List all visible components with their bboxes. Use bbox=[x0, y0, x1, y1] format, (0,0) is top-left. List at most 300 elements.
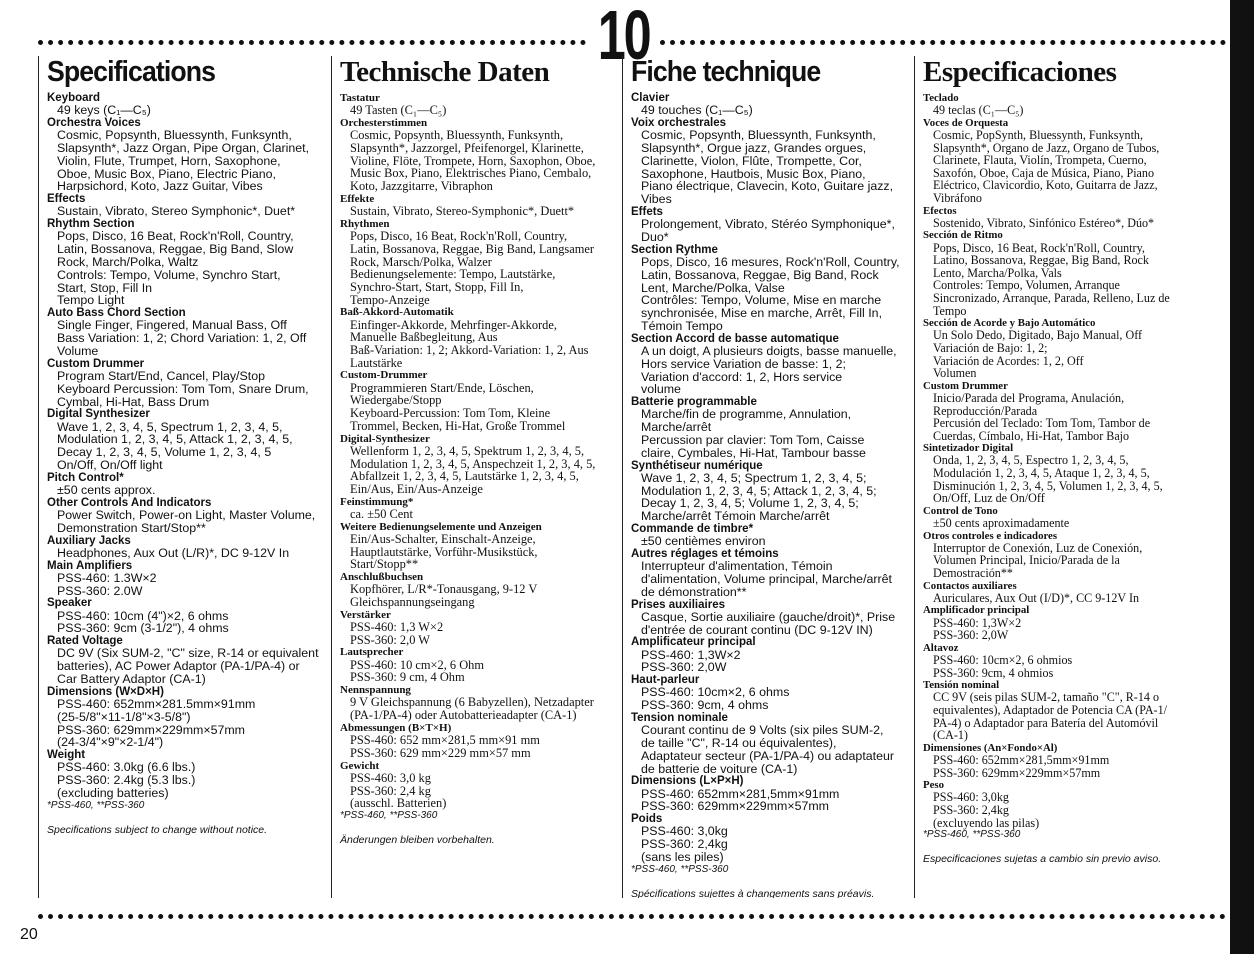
spec-line: 49 teclas (C₁—C₅) bbox=[933, 103, 1024, 118]
spec-line: Car Battery Adaptor (CA-1) bbox=[57, 671, 206, 686]
spec-line: Tempo Light bbox=[57, 293, 125, 308]
spec-section bbox=[631, 523, 912, 548]
spec-section bbox=[631, 548, 912, 599]
spec-line: Manuelle Baßbegleitung, Aus bbox=[350, 330, 498, 345]
spec-section bbox=[47, 497, 326, 535]
spec-list bbox=[340, 92, 621, 810]
spec-section bbox=[631, 674, 912, 712]
spec-section bbox=[631, 636, 912, 674]
spec-section bbox=[47, 749, 326, 800]
spec-section bbox=[923, 642, 1214, 679]
spec-line: Courant continu de 9 Volts (six piles SUM-2, bbox=[641, 723, 884, 738]
spec-line: Synchro-Start, Start, Stopp, Fill In, bbox=[350, 279, 524, 294]
spec-line: Oboe, Music Box, Piano, Electric Piano, bbox=[57, 166, 277, 181]
spec-line: Cuerdas, Címbalo, Hi-Hat, Tambor Bajo bbox=[933, 428, 1130, 443]
spec-section bbox=[631, 244, 912, 333]
spec-heading: Commande de timbre* bbox=[631, 522, 754, 535]
spec-line: PSS-460: 1,3W×2 bbox=[933, 615, 1022, 630]
spec-line: PSS-460: 10cm (4")×2, 6 ohms bbox=[57, 608, 229, 623]
spec-line: Abfallzeit 1, 2, 3, 4, 5, Lautstärke 1, 2, 3, 4, 5, bbox=[350, 469, 579, 484]
spec-heading: Control de Tono bbox=[923, 504, 998, 517]
spec-section bbox=[923, 92, 1214, 117]
spec-line: Bedienungselemente: Tempo, Lautstärke, bbox=[350, 267, 556, 282]
spec-heading: Teclado bbox=[923, 92, 959, 104]
spec-line: Modulation 1, 2, 3, 4, 5, Attack 1, 2, 3, 4, 5, bbox=[57, 432, 293, 447]
spec-line: Lautstärke bbox=[350, 355, 403, 370]
spec-line: Prolongement, Vibrato, Stéréo Symphonique*, bbox=[641, 217, 895, 232]
spec-line: PSS-460: 1,3 W×2 bbox=[350, 620, 444, 635]
spec-heading: Digital-Synthesizer bbox=[340, 432, 430, 445]
spec-line: de démonstration** bbox=[641, 584, 747, 599]
spec-heading: Anschlußbuchsen bbox=[340, 571, 424, 584]
column-spanish bbox=[914, 56, 1214, 898]
spec-line: Keyboard-Percussion: Tom Tom, Kleine bbox=[350, 406, 551, 421]
spec-line: Trommel, Becken, Hi-Hat, Große Trommel bbox=[350, 418, 566, 433]
spec-line: Modulación 1, 2, 3, 4, 5, Ataque 1, 2, 3, 4, 5, bbox=[933, 466, 1150, 481]
spec-line: batteries), AC Power Adaptor (PA-1/PA-4) or bbox=[57, 659, 300, 674]
spec-line: Hors service Variation de basse: 1, 2; bbox=[641, 356, 847, 371]
spec-line: Controls: Tempo, Volume, Synchro Start, bbox=[57, 267, 281, 282]
spec-section bbox=[923, 380, 1214, 443]
spec-line: PSS-360: 2.4kg (5.3 lbs.) bbox=[57, 773, 196, 788]
spec-line: PSS-460: 652mm×281,5mm×91mm bbox=[641, 786, 840, 801]
spec-heading: Weight bbox=[47, 749, 86, 762]
spec-line: PSS-460: 10 cm×2, 6 Ohm bbox=[350, 657, 485, 672]
column-german bbox=[331, 56, 621, 898]
spec-line: Sostenido, Vibrato, Sinfónico Estéreo*, Dúo* bbox=[933, 215, 1155, 230]
spec-line: Marche/fin de programme, Annulation, bbox=[641, 407, 852, 422]
spec-line: Ein/Aus, Ein/Aus-Anzeige bbox=[350, 481, 483, 496]
spec-line: Pops, Disco, 16 Beat, Rock'n'Roll, Country, bbox=[933, 240, 1145, 255]
spec-section bbox=[923, 530, 1214, 580]
spec-line: Harpsichord, Koto, Jazz Guitar, Vibes bbox=[57, 179, 263, 194]
spec-section bbox=[631, 813, 912, 864]
spec-section bbox=[923, 505, 1214, 530]
spec-heading: Contactos auxiliares bbox=[923, 579, 1017, 592]
spec-line: Variación de Bajo: 1, 2; bbox=[933, 340, 1048, 355]
spec-line: Single Finger, Fingered, Manual Bass, Off bbox=[57, 318, 287, 333]
change-notice: Änderungen bleiben vorbehalten. bbox=[340, 833, 495, 846]
spec-line: PSS-460: 652mm×281.5mm×91mm bbox=[57, 696, 256, 711]
model-footnote: *PSS-460, **PSS-360 bbox=[340, 809, 438, 821]
spec-line: PSS-360: 629mm×229mm×57mm bbox=[933, 765, 1101, 780]
spec-heading: Pitch Control* bbox=[47, 471, 124, 484]
spec-line: Variación de Acordes: 1, 2, Off bbox=[933, 353, 1084, 368]
model-footnote: *PSS-460, **PSS-360 bbox=[923, 829, 1021, 841]
change-notice: Specifications subject to change without notice. bbox=[47, 823, 268, 836]
spec-line: Interruptor de Conexión, Luz de Conexión, bbox=[933, 540, 1143, 555]
spec-line: PSS-460: 652 mm×281,5 mm×91 mm bbox=[350, 733, 540, 748]
spec-line: Cosmic, Popsynth, Bluessynth, Funksynth, bbox=[57, 128, 292, 143]
spec-line: Controles: Tempo, Volumen, Arranque bbox=[933, 278, 1120, 293]
spec-line: Slapsynth*, Jazzorgel, Pfeifenorgel, Klarinette, bbox=[350, 141, 584, 155]
spec-line: Pops, Disco, 16 Beat, Rock'n'Roll, Country, bbox=[57, 229, 294, 244]
spec-line: Wellenform 1, 2, 3, 4, 5, Spektrum 1, 2, 3, 4, 5, bbox=[350, 443, 585, 458]
spec-heading: Rhythm Section bbox=[47, 218, 135, 231]
spec-line: Keyboard Percussion: Tom Tom, Snare Drum, bbox=[57, 381, 309, 396]
spec-heading: Main Amplifiers bbox=[47, 559, 133, 572]
spec-line: Modulation 1, 2, 3, 4, 5, Anspechzeit 1, 2, 3, 4, 5, bbox=[350, 456, 596, 471]
spec-line: PSS-360: 9cm (3-1/2"), 4 ohms bbox=[57, 621, 229, 636]
spec-heading: Peso bbox=[923, 779, 944, 792]
spec-line: PSS-460: 652mm×281,5mm×91mm bbox=[933, 753, 1110, 767]
spec-heading: Custom Drummer bbox=[47, 357, 145, 370]
page-number: 20 bbox=[20, 926, 38, 943]
spec-section bbox=[923, 442, 1214, 505]
spec-line: Lent, Marche/Polka, Valse bbox=[641, 280, 785, 295]
spec-heading: Section Rythme bbox=[631, 243, 718, 256]
spec-line: Programmieren Start/Ende, Löschen, bbox=[350, 380, 534, 395]
spec-line: Saxophone, Hautbois, Music Box, Piano, bbox=[641, 166, 866, 181]
spec-line: Reproducción/Parada bbox=[933, 403, 1038, 418]
spec-line: PSS-460: 1.3W×2 bbox=[57, 570, 157, 585]
spec-section bbox=[47, 193, 326, 218]
spec-line: ca. ±50 Cent bbox=[350, 506, 413, 521]
spec-line: Sustain, Vibrato, Stereo-Symphonic*, Duett* bbox=[350, 204, 575, 219]
spec-line: PSS-460: 10cm×2, 6 ohms bbox=[641, 685, 790, 700]
spec-line: Clarinette, Violon, Flûte, Trompette, Cor, bbox=[641, 153, 862, 168]
spec-section bbox=[340, 760, 621, 810]
spec-heading: Custom-Drummer bbox=[340, 369, 428, 382]
spec-line: PSS-360: 2,0 W bbox=[350, 632, 430, 647]
spec-section bbox=[47, 408, 326, 471]
spec-list bbox=[923, 92, 1214, 829]
spec-line: Vibes bbox=[641, 192, 672, 207]
spec-section bbox=[340, 193, 621, 218]
spec-line: Tempo bbox=[933, 303, 967, 318]
spec-line: Adaptateur secteur (PA-1/PA-4) ou adaptateur bbox=[641, 748, 895, 763]
spec-line: (sans les piles) bbox=[641, 849, 724, 864]
spec-section bbox=[631, 599, 912, 637]
spec-line: Music Box, Piano, Elektrisches Piano, Cembalo, bbox=[350, 166, 592, 181]
spec-line: Tempo-Anzeige bbox=[350, 292, 430, 307]
spec-line: Slapsynth*, Orgue jazz, Grandes orgues, bbox=[641, 141, 867, 155]
spec-section bbox=[47, 117, 326, 193]
spec-section bbox=[340, 433, 621, 496]
spec-line: Percussion par clavier: Tom Tom, Caisse bbox=[641, 432, 865, 447]
spec-line: claire, Cymbales, Hi-Hat, Tambour basse bbox=[641, 445, 866, 460]
spec-heading: Batterie programmable bbox=[631, 396, 757, 409]
spec-line: Latin, Bossanova, Reggae, Big Band, Langsamer bbox=[350, 241, 594, 256]
spec-line: Violine, Flöte, Trompete, Horn, Saxophon, Oboe, bbox=[350, 153, 596, 168]
spec-line: PSS-360: 2,4kg bbox=[933, 802, 1009, 817]
spec-section bbox=[47, 535, 326, 560]
spec-line: PSS-460: 3.0kg (6.6 lbs.) bbox=[57, 760, 196, 775]
spec-line: d'entrée de courant continu (DC 9-12V IN) bbox=[641, 622, 873, 637]
spec-line: (excluding batteries) bbox=[57, 785, 169, 800]
spec-section bbox=[340, 306, 621, 369]
spec-line: Contrôles: Tempo, Volume, Mise en marche bbox=[641, 293, 882, 308]
spec-section bbox=[923, 580, 1214, 605]
spec-section bbox=[923, 117, 1214, 205]
spec-section bbox=[47, 218, 326, 307]
spec-line: equivalentes), Adaptador de Potencia CA (PA-1/ bbox=[933, 703, 1167, 718]
spec-line: PSS-460: 3,0 kg bbox=[350, 770, 431, 785]
spec-heading: Other Controls And Indicators bbox=[47, 496, 212, 509]
spec-line: Interrupteur d'alimentation, Témoin bbox=[641, 559, 833, 574]
spec-heading: Baß-Akkord-Automatik bbox=[340, 306, 454, 319]
spec-line: Rock, March/Polka, Waltz bbox=[57, 254, 199, 269]
spec-heading: Dimensions (L×P×H) bbox=[631, 775, 744, 788]
spec-line: ±50 centièmes environ bbox=[641, 534, 766, 549]
spec-line: Sincronizado, Arranque, Parada, Relleno, Luz de bbox=[933, 290, 1170, 305]
spec-line: Volumen Principal, Inicio/Parada de la bbox=[933, 553, 1120, 568]
column-title: Especificaciones bbox=[923, 56, 1117, 88]
spec-line: PA-4) o Adaptador para Batería del Automóvil bbox=[933, 715, 1159, 730]
spec-heading: Haut-parleur bbox=[631, 674, 700, 687]
spec-line: d'alimentation, Volume principal, Marche/arrêt bbox=[641, 571, 892, 586]
spec-line: ±50 cents aproximadamente bbox=[933, 516, 1070, 531]
spec-heading: Effects bbox=[47, 193, 86, 206]
change-notice: Especificaciones sujetas a cambio sin previo aviso. bbox=[923, 853, 1162, 866]
spec-line: Pops, Disco, 16 mesures, Rock'n'Roll, Country, bbox=[641, 254, 900, 269]
spec-line: Piano électrique, Clavecin, Koto, Guitare jazz, bbox=[641, 179, 894, 194]
model-footnote: *PSS-460, **PSS-360 bbox=[47, 799, 145, 811]
spec-line: A un doigt, A plusieurs doigts, basse manuelle, bbox=[641, 343, 897, 358]
spec-heading: Amplificador principal bbox=[923, 604, 1030, 617]
spec-line: Wave 1, 2, 3, 4, 5; Spectrum 1, 2, 3, 4, 5; bbox=[641, 470, 867, 485]
spec-line: On/Off, On/Off light bbox=[57, 457, 163, 472]
spec-line: Violin, Flute, Trumpet, Horn, Saxophone, bbox=[57, 153, 281, 168]
spec-line: Percusión del Teclado: Tom Tom, Tambor de bbox=[933, 416, 1151, 431]
spec-heading: Digital Synthesizer bbox=[47, 408, 150, 421]
spec-line: Clarinete, Flauta, Violín, Trompeta, Cuerno, bbox=[933, 153, 1147, 168]
page-edge-bar bbox=[1230, 0, 1254, 954]
spec-section bbox=[47, 472, 326, 497]
spec-section bbox=[923, 205, 1214, 230]
spec-section bbox=[631, 117, 912, 206]
spec-line: Headphones, Aux Out (L/R)*, DC 9-12V In bbox=[57, 545, 290, 560]
spec-heading: Autres réglages et témoins bbox=[631, 547, 779, 560]
spec-heading: Abmessungen (B×T×H) bbox=[340, 721, 452, 734]
spec-line: PSS-460: 3,0kg bbox=[933, 790, 1009, 805]
spec-heading: Sintetizador Digital bbox=[923, 442, 1014, 455]
column-title: Specifications bbox=[47, 56, 216, 88]
spec-line: Demonstration Start/Stop** bbox=[57, 520, 206, 535]
spec-line: PSS-460: 3,0kg bbox=[641, 824, 728, 839]
spec-line: ±50 cents approx. bbox=[57, 482, 156, 497]
spec-heading: Orchestra Voices bbox=[47, 117, 141, 129]
spec-line: Cosmic, Popsynth, Bluessynth, Funksynth, bbox=[641, 128, 876, 143]
spec-line: Onda, 1, 2, 3, 4, 5, Espectro 1, 2, 3, 4, 5, bbox=[933, 453, 1129, 468]
spec-heading: Nennspannung bbox=[340, 684, 411, 697]
spec-line: Duo* bbox=[641, 229, 669, 244]
spec-heading: Section Accord de basse automatique bbox=[631, 332, 839, 345]
spec-heading: Synthétiseur numérique bbox=[631, 459, 763, 472]
spec-line: (PA-1/PA-4) oder Autobatterieadapter (CA-1) bbox=[350, 708, 577, 723]
spec-heading: Verstärker bbox=[340, 608, 391, 621]
column-french bbox=[622, 56, 912, 898]
spec-heading: Tension nominale bbox=[631, 711, 728, 724]
spec-heading: Tastatur bbox=[340, 92, 380, 104]
spec-section bbox=[923, 742, 1214, 779]
spec-section bbox=[47, 92, 326, 117]
spec-line: Slapsynth*, Organo de Jazz, Organo de Tubos, bbox=[933, 140, 1160, 155]
spec-heading: Auto Bass Chord Section bbox=[47, 307, 186, 320]
spec-section bbox=[631, 460, 912, 523]
spec-section bbox=[47, 307, 326, 358]
spec-heading: Poids bbox=[631, 813, 663, 826]
spec-line: Bass Variation: 1, 2; Chord Variation: 1, 2, Off bbox=[57, 331, 307, 346]
spec-line: Volume bbox=[57, 343, 99, 358]
spec-section bbox=[47, 560, 326, 598]
spec-line: (ausschl. Batterien) bbox=[350, 796, 447, 811]
spec-section bbox=[47, 597, 326, 635]
spec-section bbox=[47, 686, 326, 749]
spec-line: Decay 1, 2, 3, 4, 5, Volume 1, 2, 3, 4, 5 bbox=[57, 445, 272, 460]
spec-section bbox=[340, 609, 621, 647]
column-title: Technische Daten bbox=[340, 56, 550, 88]
spec-line: Demostración** bbox=[933, 566, 1013, 581]
spec-section bbox=[631, 712, 912, 775]
spec-line: synchronisée, Mise en marche, Arrêt, Fill In, bbox=[641, 306, 883, 321]
spec-heading: Dimensions (W×D×H) bbox=[47, 685, 164, 698]
spec-heading: Efectos bbox=[923, 204, 957, 217]
spec-heading: Rated Voltage bbox=[47, 635, 123, 648]
spec-line: Marche/arrêt bbox=[641, 420, 712, 435]
spec-heading: Speaker bbox=[47, 597, 92, 610]
spec-heading: Orchesterstimmen bbox=[340, 117, 428, 129]
column-title: Fiche technique bbox=[631, 56, 821, 88]
spec-line: PSS-360: 9cm, 4 ohms bbox=[641, 698, 769, 713]
spec-line: Un Solo Dedo, Digitado, Bajo Manual, Off bbox=[933, 328, 1143, 343]
model-footnote: *PSS-460, **PSS-360 bbox=[631, 863, 729, 875]
spec-line: Hauptlautstärke, Vorführ-Musikstück, bbox=[350, 544, 538, 559]
spec-line: Cosmic, Popsynth, Bluessynth, Funksynth, bbox=[350, 128, 564, 143]
bottom-dotted-rule bbox=[38, 914, 1226, 919]
spec-section bbox=[340, 496, 621, 521]
top-dotted-rule-right bbox=[660, 40, 1226, 45]
spec-line: DC 9V (Six SUM-2, "C" size, R-14 or equivalent bbox=[57, 646, 319, 661]
spec-heading: Feinstimmung* bbox=[340, 495, 414, 508]
spec-line: (CA-1) bbox=[933, 728, 968, 743]
spec-line: (24-3/4"×9"×2-1/4") bbox=[57, 735, 164, 750]
spec-line: Cymbal, Hi-Hat, Bass Drum bbox=[57, 394, 210, 409]
spec-line: Latin, Bossanova, Reggae, Big Band, Slow bbox=[57, 242, 294, 257]
spec-line: Auriculares, Aux Out (I/D)*, CC 9-12V In bbox=[933, 590, 1140, 605]
spec-list bbox=[631, 92, 912, 864]
spec-heading: Amplificateur principal bbox=[631, 636, 756, 649]
spec-line: de batterie de voiture (CA-1) bbox=[641, 761, 798, 776]
spec-line: Start/Stopp** bbox=[350, 557, 419, 572]
spec-heading: Gewicht bbox=[340, 759, 380, 772]
spec-line: Disminución 1, 2, 3, 4, 5, Volumen 1, 2, 3, 4, 5, bbox=[933, 478, 1163, 493]
spec-line: Einfinger-Akkorde, Mehrfinger-Akkorde, bbox=[350, 317, 557, 332]
spec-section bbox=[340, 369, 621, 432]
spec-heading: Tensión nominal bbox=[923, 679, 1000, 692]
spec-heading: Otros controles e indicadores bbox=[923, 529, 1058, 542]
spec-line: 49 keys (C₁—C₅) bbox=[57, 103, 151, 118]
spec-section bbox=[47, 358, 326, 409]
spec-line: Pops, Disco, 16 Beat, Rock'n'Roll, Country, bbox=[350, 229, 568, 244]
spec-line: volume bbox=[641, 382, 681, 397]
spec-heading: Dimensiones (An×Fondo×Al) bbox=[923, 741, 1058, 754]
spec-line: PSS-360: 2.0W bbox=[57, 583, 143, 598]
spec-section bbox=[631, 92, 912, 117]
spec-section bbox=[340, 521, 621, 571]
spec-heading: Custom Drummer bbox=[923, 379, 1008, 392]
spec-line: PSS-360: 9cm, 4 ohmios bbox=[933, 665, 1054, 680]
spec-section bbox=[923, 229, 1214, 317]
spec-line: Wiedergabe/Stopp bbox=[350, 393, 442, 408]
spec-heading: Auxiliary Jacks bbox=[47, 534, 131, 547]
spec-line: 49 Tasten (C₁—C₅) bbox=[350, 103, 447, 118]
spec-heading: Voces de Orquesta bbox=[923, 116, 1009, 129]
spec-line: PSS-360: 2,4 kg bbox=[350, 783, 431, 798]
spec-heading: Rhythmen bbox=[340, 217, 390, 230]
spec-line: Baß-Variation: 1, 2; Akkord-Variation: 1, 2, Aus bbox=[350, 343, 589, 358]
spec-list bbox=[47, 92, 326, 800]
spec-line: PSS-360: 9 cm, 4 Ohm bbox=[350, 670, 465, 685]
spec-line: PSS-460: 1,3W×2 bbox=[641, 647, 741, 662]
spec-section bbox=[631, 775, 912, 813]
spec-heading: Keyboard bbox=[47, 92, 101, 104]
spec-line: (excluyendo las pilas) bbox=[933, 815, 1040, 830]
spec-line: Cosmic, PopSynth, Bluessynth, Funksynth, bbox=[933, 128, 1143, 142]
spec-heading: Weitere Bedienungselemente und Anzeigen bbox=[340, 520, 542, 533]
spec-heading: Voix orchestrales bbox=[631, 117, 727, 129]
spec-section bbox=[340, 117, 621, 193]
spec-line: PSS-460: 10cm×2, 6 ohmios bbox=[933, 653, 1073, 668]
spec-section bbox=[631, 206, 912, 244]
spec-line: Variation d'accord: 1, 2, Hors service bbox=[641, 369, 843, 384]
spec-line: de taille "C", R-14 ou équivalentes), bbox=[641, 735, 837, 750]
spec-line: Slapsynth*, Jazz Organ, Pipe Organ, Clarinet, bbox=[57, 141, 310, 155]
spec-section bbox=[340, 684, 621, 722]
spec-heading: Altavoz bbox=[923, 641, 959, 654]
spec-line: Casque, Sortie auxiliaire (gauche/droit)*, Prise bbox=[641, 609, 896, 624]
spec-line: 49 touches (C₁—C₅) bbox=[641, 103, 753, 118]
spec-line: 9 V Gleichspannung (6 Babyzellen), Netzadapter bbox=[350, 695, 594, 710]
spec-line: Wave 1, 2, 3, 4, 5, Spectrum 1, 2, 3, 4, 5, bbox=[57, 419, 283, 434]
spec-line: PSS-360: 629 mm×229 mm×57 mm bbox=[350, 745, 531, 760]
spec-section bbox=[340, 218, 621, 307]
spec-line: Témoin Tempo bbox=[641, 318, 723, 333]
spec-line: Ein/Aus-Schalter, Einschalt-Anzeige, bbox=[350, 531, 536, 546]
spec-section bbox=[631, 396, 912, 459]
spec-line: PSS-360: 2,4kg bbox=[641, 837, 728, 852]
spec-line: On/Off, Luz de On/Off bbox=[933, 491, 1045, 506]
spec-line: Marche/arrêt Témoin Marche/arrêt bbox=[641, 509, 830, 524]
spec-heading: Effets bbox=[631, 205, 663, 218]
column-english bbox=[38, 56, 326, 898]
spec-line: PSS-360: 2,0W bbox=[641, 660, 727, 675]
spec-section bbox=[340, 646, 621, 684]
spec-heading: Sección de Acorde y Bajo Automático bbox=[923, 317, 1096, 330]
spec-heading: Sección de Ritmo bbox=[923, 229, 1003, 242]
top-dotted-rule-left bbox=[38, 40, 586, 45]
spec-section bbox=[923, 604, 1214, 641]
spec-line: Start, Stop, Fill In bbox=[57, 280, 153, 295]
spec-line: Gleichspannungseingang bbox=[350, 595, 475, 610]
spec-section bbox=[340, 571, 621, 609]
spec-line: PSS-360: 629mm×229mm×57mm bbox=[57, 722, 246, 737]
spec-line: Decay 1, 2, 3, 4, 5; Volume 1, 2, 3, 4, 5; bbox=[641, 496, 859, 511]
spec-heading: Clavier bbox=[631, 92, 670, 104]
spec-section bbox=[340, 92, 621, 117]
spec-section bbox=[340, 722, 621, 760]
chapter-number: 10 bbox=[597, 0, 650, 74]
change-notice: Spécifications sujettes à changements sans préavis. bbox=[631, 887, 875, 898]
spec-line: Koto, Jazzgitarre, Vibraphon bbox=[350, 179, 493, 194]
spec-section bbox=[923, 317, 1214, 380]
spec-line: Latin, Bossanova, Reggae, Big Band, Rock bbox=[641, 267, 879, 282]
spec-section bbox=[47, 635, 326, 686]
spec-line: Volumen bbox=[933, 366, 977, 381]
spec-heading: Prises auxiliaires bbox=[631, 598, 725, 611]
spec-heading: Effekte bbox=[340, 192, 375, 205]
spec-heading: Lautsprecher bbox=[340, 646, 404, 659]
